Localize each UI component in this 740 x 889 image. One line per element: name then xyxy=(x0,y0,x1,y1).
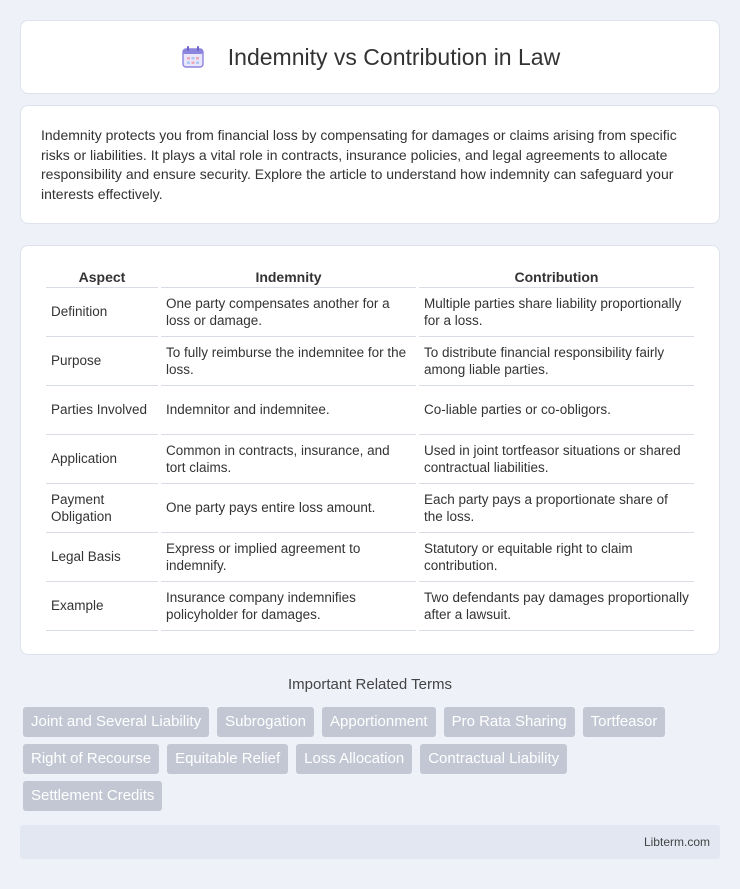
related-term-tag[interactable]: Apportionment xyxy=(322,707,436,737)
related-term-tag[interactable]: Subrogation xyxy=(217,707,314,737)
row-indemnity: To fully reimburse the indemnitee for the loss. xyxy=(161,337,416,386)
row-aspect: Example xyxy=(46,582,158,631)
related-term-tag[interactable]: Settlement Credits xyxy=(23,781,162,811)
table-row xyxy=(46,288,694,337)
related-term-tag[interactable]: Loss Allocation xyxy=(296,744,412,774)
row-indemnity: Express or implied agreement to indemnify. xyxy=(161,533,416,582)
related-terms-title: Important Related Terms xyxy=(288,676,452,693)
table-row xyxy=(46,533,694,582)
intro-text: Indemnity protects you from financial loss by compensating for damages or claims arising from specific risks or liabilities. It plays a vital role in contracts, insurance policies, and legal agreements to allocate responsibility and ensure security. Explore the article to understand how indemnity can safeguard your interests effectively. xyxy=(41,127,677,202)
row-aspect: Legal Basis xyxy=(46,533,158,582)
related-term-tag[interactable]: Joint and Several Liability xyxy=(23,707,209,737)
row-contribution: Co-liable parties or co-obligors. xyxy=(419,386,694,435)
row-contribution: Used in joint tortfeasor situations or shared contractual liabilities. xyxy=(419,435,694,484)
header-indemnity: Indemnity xyxy=(161,266,416,288)
table-row xyxy=(46,582,694,631)
header-contribution: Contribution xyxy=(419,266,694,288)
table-row xyxy=(46,386,694,435)
row-indemnity: One party compensates another for a loss or damage. xyxy=(161,288,416,337)
footer-site-link[interactable]: Libterm.com xyxy=(643,835,710,849)
table-row xyxy=(46,337,694,386)
table-row xyxy=(46,484,694,533)
comparison-table xyxy=(43,266,697,631)
related-term-tag[interactable]: Equitable Relief xyxy=(167,744,288,774)
related-terms-list xyxy=(23,707,713,818)
calendar-icon xyxy=(180,44,206,70)
related-term-tag[interactable]: Right of Recourse xyxy=(23,744,159,774)
related-term-tag[interactable]: Contractual Liability xyxy=(420,744,567,774)
row-contribution: To distribute financial responsibility fairly among liable parties. xyxy=(419,337,694,386)
row-indemnity: One party pays entire loss amount. xyxy=(161,484,416,533)
row-indemnity: Insurance company indemnifies policyholder for damages. xyxy=(161,582,416,631)
row-aspect: Application xyxy=(46,435,158,484)
row-contribution: Multiple parties share liability proportionally for a loss. xyxy=(419,288,694,337)
table-row xyxy=(46,435,694,484)
header-aspect: Aspect xyxy=(46,266,158,288)
page-title: Indemnity vs Contribution in Law xyxy=(227,43,561,70)
intro-card xyxy=(20,105,720,224)
row-indemnity: Indemnitor and indemnitee. xyxy=(161,386,416,435)
row-aspect: Definition xyxy=(46,288,158,337)
footer xyxy=(20,825,720,859)
row-contribution: Each party pays a proportionate share of the loss. xyxy=(419,484,694,533)
related-term-tag[interactable]: Tortfeasor xyxy=(583,707,666,737)
comparison-table-card xyxy=(20,245,720,655)
row-aspect: Purpose xyxy=(46,337,158,386)
row-aspect: Parties Involved xyxy=(46,386,158,435)
table-header-row xyxy=(46,266,694,288)
related-term-tag[interactable]: Pro Rata Sharing xyxy=(444,707,575,737)
row-indemnity: Common in contracts, insurance, and tort claims. xyxy=(161,435,416,484)
row-contribution: Statutory or equitable right to claim contribution. xyxy=(419,533,694,582)
row-aspect: Payment Obligation xyxy=(46,484,158,533)
row-contribution: Two defendants pay damages proportionally after a lawsuit. xyxy=(419,582,694,631)
header-card xyxy=(20,20,720,94)
